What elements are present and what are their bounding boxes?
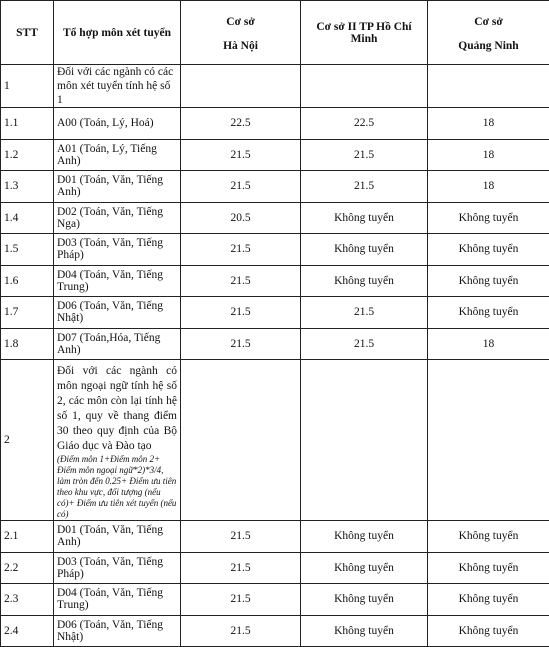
row-score-hanoi: 21.5 [181,328,301,360]
row-score-hanoi: 21.5 [181,297,301,329]
empty-cell [301,65,428,108]
header-campus-hanoi-line1: Cơ sở [184,14,297,28]
section-1-stt: 1 [1,65,54,108]
header-subject-combination: Tổ hợp môn xét tuyển [54,1,181,65]
section-2-text: Đối với các ngành có môn ngoại ngữ tính hệ số 2, các môn còn lại tính hệ số 1, quy về thang điểm 30 theo quy định của Bộ Giáo dục và Đào tạo [57,360,177,454]
row-score-hcm: 21.5 [301,139,428,171]
row-subject-combination: D06 (Toán, Văn, Tiếng Nhật) [54,615,181,647]
row-score-quangninh: Không tuyển [428,234,549,266]
row-stt: 2.2 [1,552,54,584]
empty-cell [181,360,301,521]
empty-cell [428,65,549,108]
row-score-hcm: Không tuyển [301,615,428,647]
row-score-hanoi: 21.5 [181,234,301,266]
row-score-hcm: Không tuyển [301,552,428,584]
row-subject-combination: D02 (Toán, Văn, Tiếng Nga) [54,202,181,234]
header-campus-quangninh-line1: Cơ sở [431,14,546,28]
row-score-hcm: 21.5 [301,297,428,329]
row-score-hanoi: 22.5 [181,108,301,140]
section-2-stt: 2 [1,360,54,521]
row-score-hcm: 22.5 [301,108,428,140]
header-stt: STT [1,1,54,65]
table-row [1,297,549,329]
row-subject-combination: D01 (Toán, Văn, Tiếng Anh) [54,521,181,553]
header-campus-quangninh-line2: Quảng Ninh [431,28,546,52]
row-stt: 1.8 [1,328,54,360]
section-row-1 [1,65,549,108]
row-score-hcm: Không tuyển [301,584,428,616]
row-score-quangninh: Không tuyển [428,552,549,584]
row-subject-combination: D01 (Toán, Văn, Tiếng Anh) [54,171,181,203]
row-score-quangninh: Không tuyển [428,265,549,297]
row-stt: 1.5 [1,234,54,266]
row-score-quangninh: Không tuyển [428,297,549,329]
row-score-quangninh: 18 [428,171,549,203]
table-row [1,328,549,360]
row-stt: 1.3 [1,171,54,203]
table-row [1,521,549,553]
row-stt: 2.1 [1,521,54,553]
section-2-cell [54,360,181,521]
row-score-hanoi: 21.5 [181,139,301,171]
row-subject-combination: D07 (Toán,Hóa, Tiếng Anh) [54,328,181,360]
row-score-quangninh: Không tuyển [428,202,549,234]
row-stt: 1.2 [1,139,54,171]
row-score-hcm: Không tuyển [301,521,428,553]
row-score-hanoi: 21.5 [181,521,301,553]
table-row [1,108,549,140]
row-score-hanoi: 21.5 [181,584,301,616]
table-row [1,265,549,297]
table-row [1,234,549,266]
header-campus-hanoi-line2: Hà Nội [184,28,297,52]
row-subject-combination: D04 (Toán, Văn, Tiếng Trung) [54,584,181,616]
row-subject-combination: A00 (Toán, Lý, Hoá) [54,108,181,140]
row-score-quangninh: Không tuyển [428,521,549,553]
table-row [1,584,549,616]
row-stt: 2.4 [1,615,54,647]
row-subject-combination: D06 (Toán, Văn, Tiếng Nhật) [54,297,181,329]
row-score-quangninh: 18 [428,108,549,140]
section-2-formula-note: (Điểm môn 1+Điểm môn 2+ Điểm môn ngoại ngữ*2)*3/4, làm tròn đến 0.25+ Điểm ưu tiên theo khu vực, đối tượng (nếu có)+ Điểm ưu tiên xét tuyển (nếu có) [57,454,177,520]
table-row [1,202,549,234]
row-stt: 1.6 [1,265,54,297]
row-score-quangninh: Không tuyển [428,615,549,647]
row-score-hanoi: 21.5 [181,171,301,203]
row-stt: 1.4 [1,202,54,234]
row-score-hcm: 21.5 [301,171,428,203]
section-row-2 [1,360,549,521]
row-stt: 2.3 [1,584,54,616]
table-row [1,615,549,647]
row-score-hcm: Không tuyển [301,234,428,266]
section-1-text: Đối với các ngành có các môn xét tuyển tính hệ số 1 [54,65,181,108]
table-row [1,139,549,171]
empty-cell [428,360,549,521]
empty-cell [301,360,428,521]
row-score-hanoi: 21.5 [181,552,301,584]
empty-cell [181,65,301,108]
row-score-hcm: 21.5 [301,328,428,360]
header-campus-hanoi [181,1,301,65]
row-score-quangninh: Không tuyển [428,584,549,616]
row-score-hanoi: 21.5 [181,615,301,647]
row-score-hcm: Không tuyển [301,265,428,297]
header-campus-hcm: Cơ sở II TP Hồ Chí Minh [301,1,428,65]
row-stt: 1.1 [1,108,54,140]
row-score-hanoi: 21.5 [181,265,301,297]
header-row [1,1,549,65]
row-score-hcm: Không tuyển [301,202,428,234]
header-campus-quangninh [428,1,549,65]
row-score-quangninh: 18 [428,139,549,171]
table-row [1,171,549,203]
row-score-hanoi: 20.5 [181,202,301,234]
row-score-quangninh: 18 [428,328,549,360]
row-stt: 1.7 [1,297,54,329]
row-subject-combination: D04 (Toán, Văn, Tiếng Trung) [54,265,181,297]
row-subject-combination: A01 (Toán, Lý, Tiếng Anh) [54,139,181,171]
table-row [1,552,549,584]
row-subject-combination: D03 (Toán, Văn, Tiếng Pháp) [54,552,181,584]
row-subject-combination: D03 (Toán, Văn, Tiếng Pháp) [54,234,181,266]
